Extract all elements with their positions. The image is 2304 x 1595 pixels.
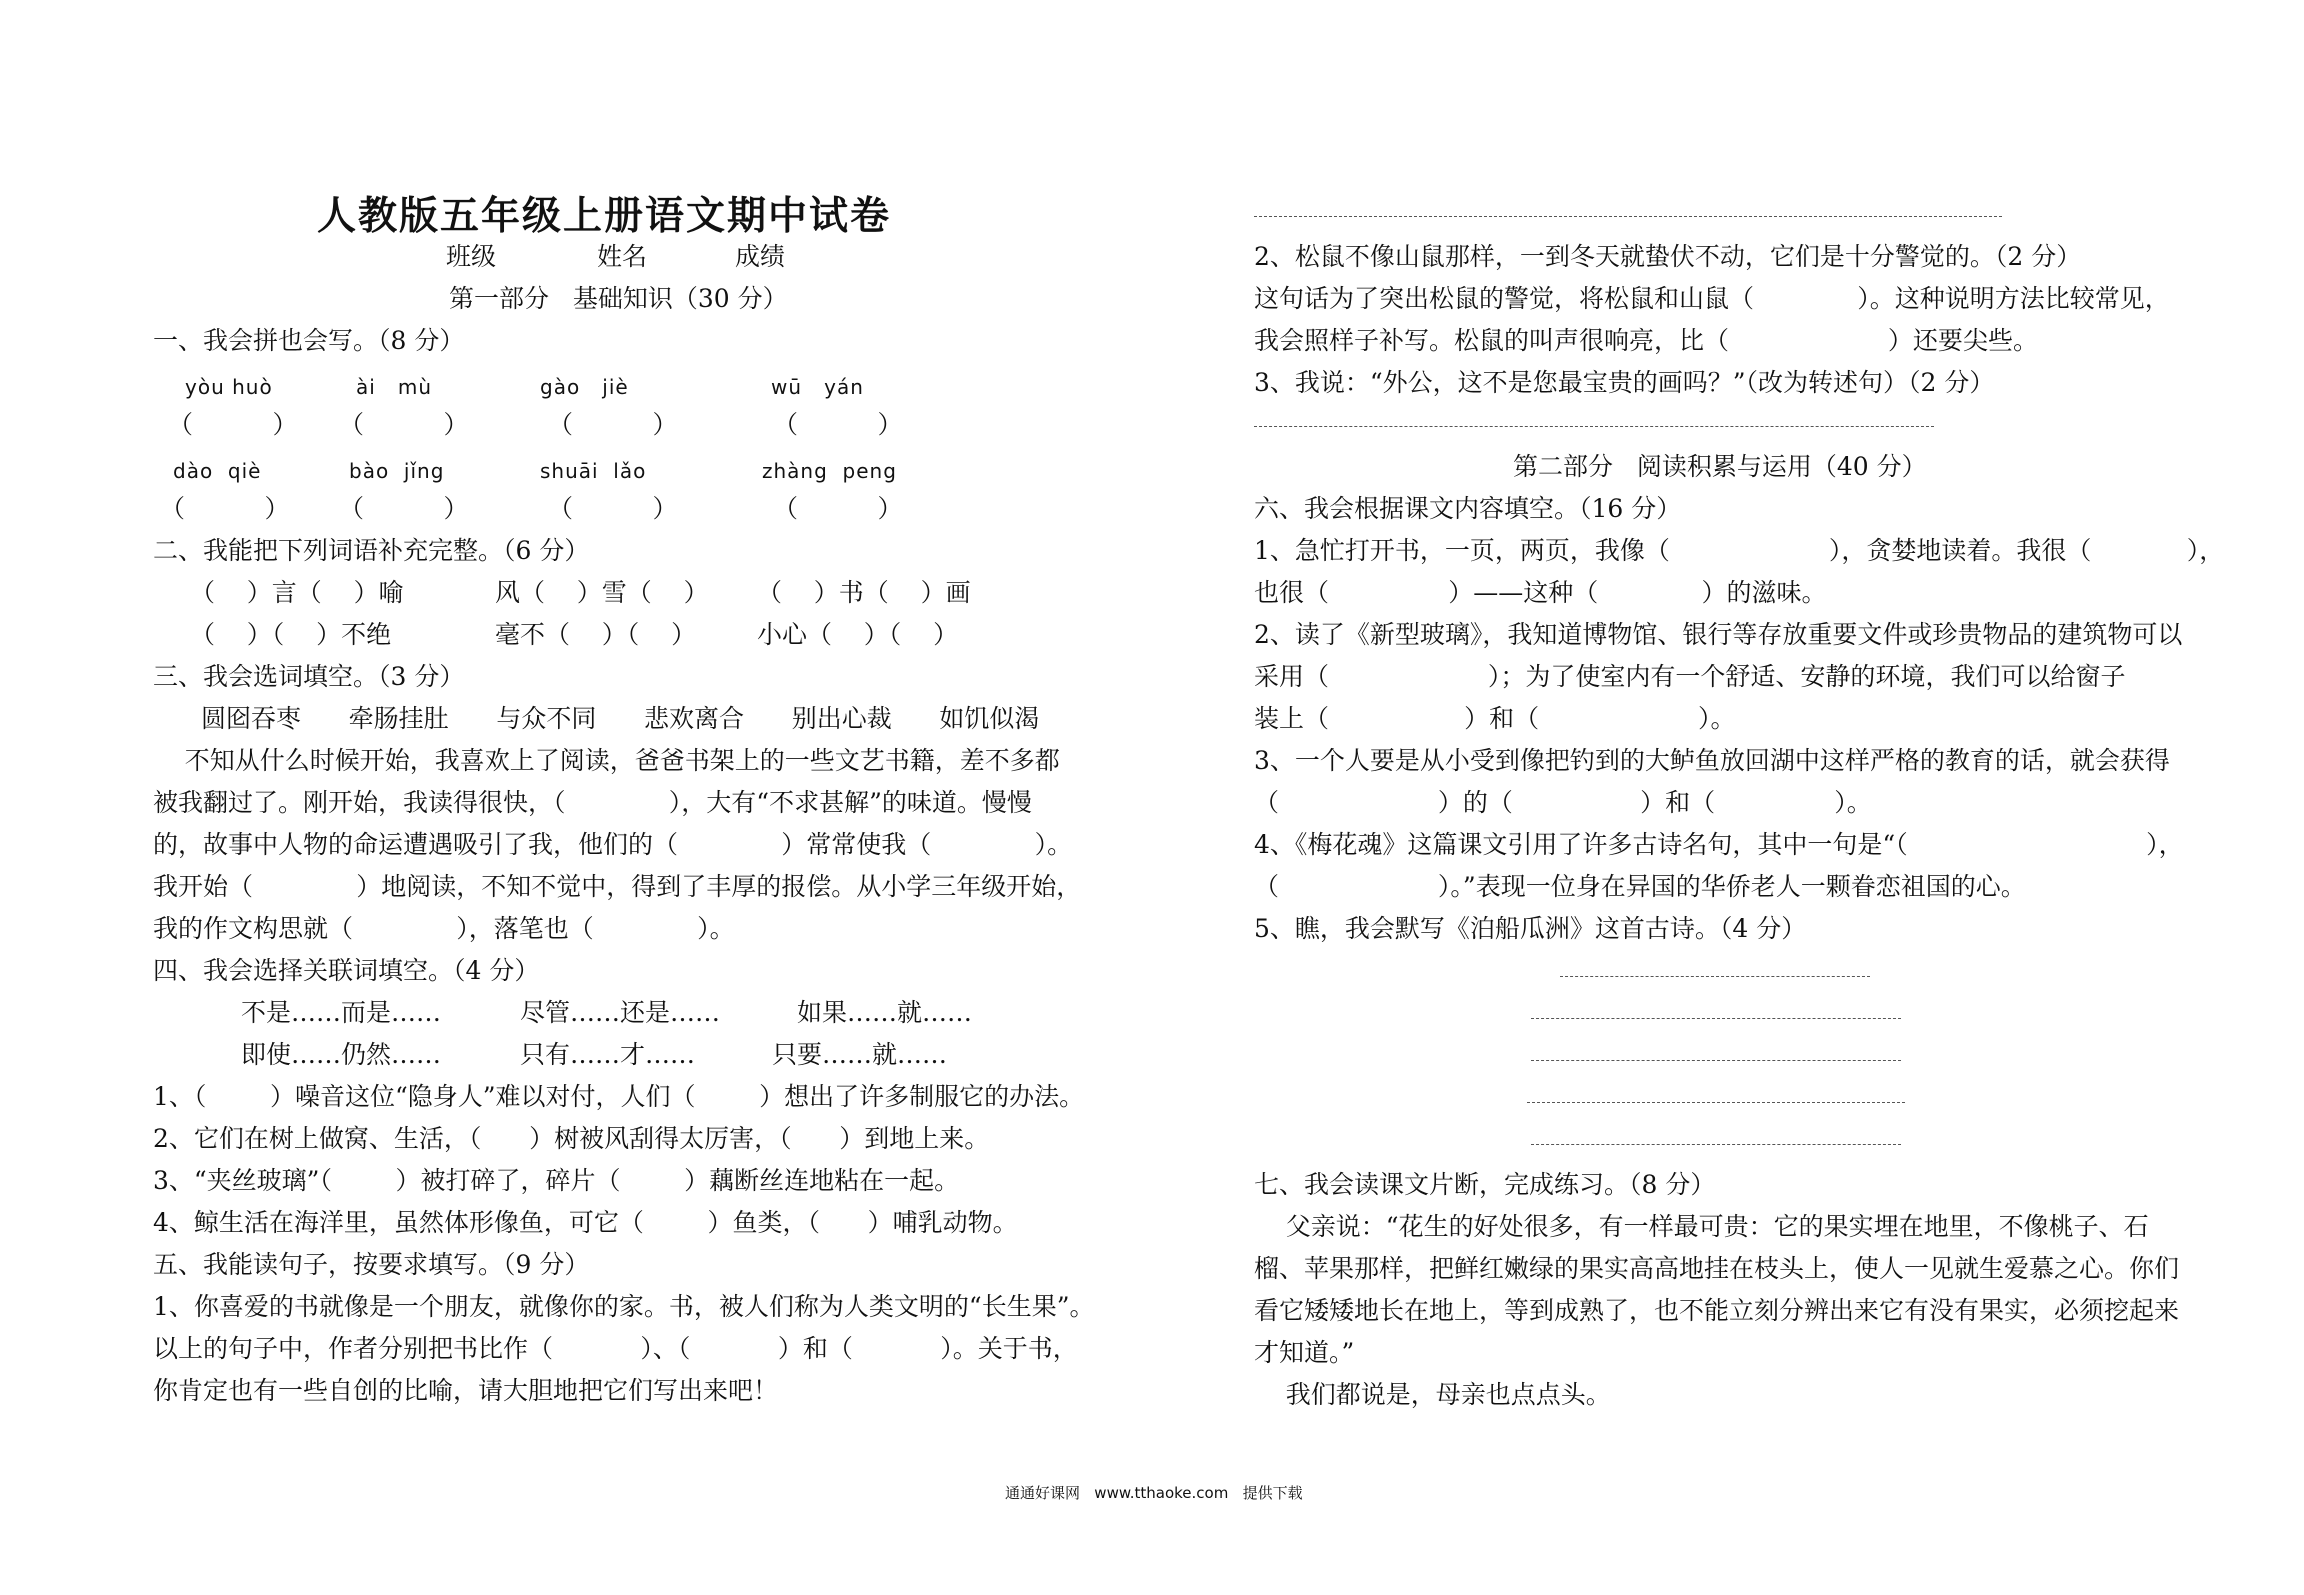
q6-line: 3、一个人要是从小受到像把钓到的大鲈鱼放回湖中这样严格的教育的话，就会获得 <box>1254 746 2170 775</box>
q4-option: 不是……而是…… <box>241 998 442 1027</box>
blank-8: （ ） <box>773 494 903 523</box>
header-score: 成绩 <box>735 242 786 271</box>
q3-words: 圆囵吞枣 牵肠挂肚 与众不同 悲欢离合 别出心裁 如饥似渴 <box>201 704 1040 733</box>
pinyin-1: yòu huò <box>185 375 273 399</box>
pinyin-5: dào qiè <box>173 459 262 483</box>
q5-line: 你肯定也有一些自创的比喻，请大胆地把它们写出来吧！ <box>153 1376 779 1405</box>
q5-title: 五、我能读句子，按要求填写。（9 分） <box>153 1250 590 1279</box>
poem-line <box>1531 1060 1901 1061</box>
blank-2: （ ） <box>339 410 469 439</box>
poem-line <box>1527 1102 1905 1103</box>
header-name: 姓名 <box>597 242 648 271</box>
q3-para: 我开始（ ）地阅读，不知不觉中，得到了丰厚的报偿。从小学三年级开始， <box>153 872 1082 901</box>
q6-line: 5、瞧，我会默写《泊船瓜洲》这首古诗。（4 分） <box>1254 914 1807 943</box>
q2-item: （ ）言（ ）喻 <box>190 578 404 607</box>
page-title: 人教版五年级上册语文期中试卷 <box>317 193 892 239</box>
q3-para: 不知从什么时候开始，我喜欢上了阅读，爸爸书架上的一些文艺书籍，差不多都 <box>153 746 1060 775</box>
q4-item: 1、（ ）噪音这位“隐身人”难以对付，人们（ ）想出了许多制服它的办法。 <box>153 1082 1085 1111</box>
q5-line: 2、松鼠不像山鼠那样，一到冬天就蛰伏不动，它们是十分警觉的。（2 分） <box>1254 242 2082 271</box>
q6-line: 装上（ ）和（ ）。 <box>1254 704 1736 733</box>
q5-line: 这句话为了突出松鼠的警觉，将松鼠和山鼠（ ）。这种说明方法比较常见， <box>1254 284 2170 313</box>
answer-line <box>1254 426 1934 427</box>
q5-line: 3、我说：“外公，这不是您最宝贵的画吗？”（改为转述句）（2 分） <box>1254 368 1995 397</box>
q2-item: （ ）书（ ）画 <box>757 578 971 607</box>
q6-line: 1、急忙打开书，一页，两页，我像（ ），贪婪地读着。我很（ ）， <box>1254 536 2225 565</box>
q7-para: 父亲说：“花生的好处很多，有一样最可贵：它的果实埋在地里，不像桃子、石 <box>1254 1212 2149 1241</box>
blank-4: （ ） <box>773 410 903 439</box>
q7-para: 才知道。” <box>1254 1338 1355 1367</box>
q5-line: 以上的句子中，作者分别把书比作（ ）、（ ）和（ ）。关于书， <box>153 1334 1078 1363</box>
q4-option: 即使……仍然…… <box>241 1040 442 1069</box>
q6-line: 采用（ ）；为了使室内有一个舒适、安静的环境，我们可以给窗子 <box>1254 662 2126 691</box>
q7-para: 榴、苹果那样，把鲜红嫩绿的果实高高地挂在枝头上，使人一见就生爱慕之心。你们 <box>1254 1254 2180 1283</box>
q4-option: 只有……才…… <box>520 1040 696 1069</box>
q4-option: 如果……就…… <box>797 998 973 1027</box>
poem-line <box>1531 1018 1901 1019</box>
q7-title: 七、我会读课文片断，完成练习。（8 分） <box>1254 1170 1716 1199</box>
header-class: 班级 <box>446 242 497 271</box>
q4-title: 四、我会选择关联词填空。（4 分） <box>153 956 540 985</box>
q6-title: 六、我会根据课文内容填空。（16 分） <box>1254 494 1682 523</box>
q4-option: 尽管……还是…… <box>520 998 721 1027</box>
q6-line: 也很（ ）——这种（ ）的滋味。 <box>1254 578 1827 607</box>
q2-item: 风（ ）雪（ ） <box>495 578 709 607</box>
blank-1: （ ） <box>168 410 298 439</box>
q7-para: 我们都说是，母亲也点点头。 <box>1254 1380 1611 1409</box>
q1-title: 一、我会拼也会写。（8 分） <box>153 326 465 355</box>
q2-item: （ ）（ ）不绝 <box>190 620 392 649</box>
q4-item: 2、它们在树上做窝、生活，（ ）树被风刮得太厉害，（ ）到地上来。 <box>153 1124 990 1153</box>
q3-para: 的，故事中人物的命运遭遇吸引了我，他们的（ ）常常使我（ ）。 <box>153 830 1073 859</box>
q6-line: 2、读了《新型玻璃》，我知道博物馆、银行等存放重要文件或珍贵物品的建筑物可以 <box>1254 620 2183 649</box>
blank-5: （ ） <box>160 494 290 523</box>
poem-line <box>1531 1144 1901 1145</box>
q5-line: 1、你喜爱的书就像是一个朋友，就像你的家。书，被人们称为人类文明的“长生果”。 <box>153 1292 1095 1321</box>
pinyin-2: ài mù <box>356 375 433 399</box>
answer-line <box>1254 216 2002 217</box>
q3-title: 三、我会选词填空。（3 分） <box>153 662 465 691</box>
q6-line: （ ）的（ ）和（ ）。 <box>1254 788 1872 817</box>
q3-para: 被我翻过了。刚开始，我读得很快，（ ），大有“不求甚解”的味道。慢慢 <box>153 788 1032 817</box>
part1-heading: 第一部分 基础知识（30 分） <box>449 284 788 313</box>
part2-heading: 第二部分 阅读积累与运用（40 分） <box>1513 452 1927 481</box>
pinyin-3: gào jiè <box>540 375 629 399</box>
q4-item: 3、“夹丝玻璃”（ ）被打碎了，碎片（ ）藕断丝连地粘在一起。 <box>153 1166 960 1195</box>
q6-line: （ ）。”表现一位身在异国的华侨老人一颗眷恋祖国的心。 <box>1254 872 2026 901</box>
q5-line: 我会照样子补写。松鼠的叫声很响亮，比（ ）还要尖些。 <box>1254 326 2038 355</box>
q2-item: 小心（ ）（ ） <box>757 620 959 649</box>
q2-title: 二、我能把下列词语补充完整。（6 分） <box>153 536 590 565</box>
q4-option: 只要……就…… <box>772 1040 948 1069</box>
q4-item: 4、鲸生活在海洋里，虽然体形像鱼，可它（ ）鱼类，（ ）哺乳动物。 <box>153 1208 1018 1237</box>
blank-6: （ ） <box>339 494 469 523</box>
q7-para: 看它矮矮地长在地上，等到成熟了，也不能立刻分辨出来它有没有果实，必须挖起来 <box>1254 1296 2180 1325</box>
poem-line <box>1560 976 1870 977</box>
footer-credit: 通通好课网 www.tthaoke.com 提供下载 <box>1005 1484 1303 1502</box>
pinyin-7: shuāi lǎo <box>540 459 647 483</box>
pinyin-8: zhàng peng <box>762 459 897 483</box>
q2-item: 毫不（ ）（ ） <box>495 620 697 649</box>
q3-para: 我的作文构思就（ ），落笔也（ ）。 <box>153 914 735 943</box>
pinyin-4: wū yán <box>771 375 864 399</box>
q6-line: 4、《梅花魂》这篇课文引用了许多古诗名句，其中一句是“（ ）， <box>1254 830 2184 859</box>
blank-3: （ ） <box>548 410 678 439</box>
pinyin-6: bào jǐng <box>349 459 445 483</box>
blank-7: （ ） <box>548 494 678 523</box>
